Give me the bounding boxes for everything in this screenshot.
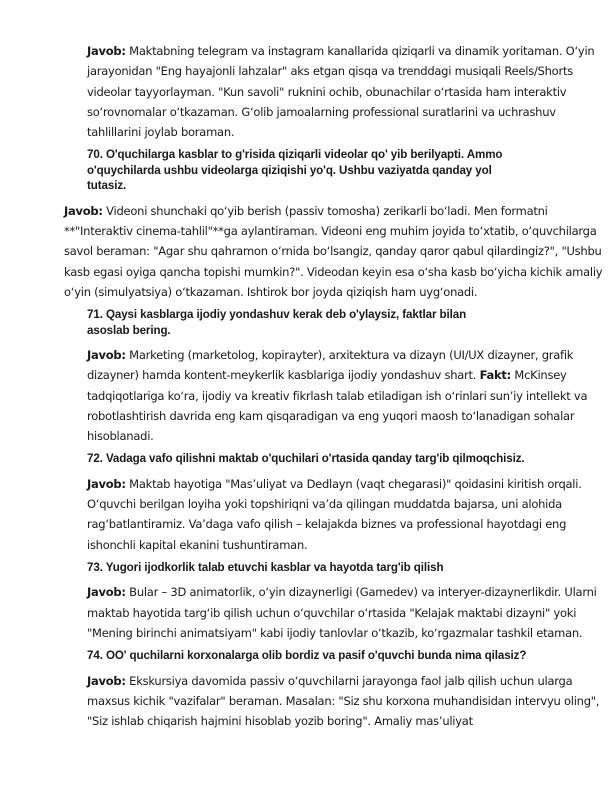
answer-label: Javob: bbox=[64, 203, 103, 218]
answer-text: Bular – 3D animatorlik, o‘yin dizaynerligi (Gamedev) va interyer-dizaynerlikdir. Ularni maktab hayotida targ‘ib qilish uchun o‘quvchilar o‘rtasida "Kelajak maktabi dizayni" yoki "Mening birinchi animatsiyam" kabi ijodiy tanlovlar o‘tkazib, ko‘rgazmalar tashkil etaman. bbox=[87, 585, 597, 641]
answer-text: Ekskursiya davomida passiv o‘quvchilarni jarayonga faol jalb qilish uchun ularga maxsus kichik "vazifalar" beraman. Masalan: "Siz shu korxona muhandisidan intervyu oling", "Siz ishlab chiqarish hajmini hisoblab yozib boring". Amaliy mas’uliyat bbox=[87, 673, 600, 729]
answer-label: Javob: bbox=[87, 44, 126, 58]
fact-text: McKinsey tadqiqotlariga ko‘ra, ijodiy va kreativ fikrlash talab etiladigan ish o‘rinlari sun’iy intellekt va robotlashtirish davrida eng kam qisqaradigan va eng yuqori maosh to‘lanadigan sohalar hisoblanadi. bbox=[87, 368, 588, 444]
question-72: 72. Vadaga vafo qilishni maktab o'quchilari o'rtasida qanday targ'ib qilmoqchisiz. bbox=[87, 452, 525, 466]
answer-text: Videoni shunchaki qo‘yib berish (passiv tomosha) zerikarli bo‘ladi. Men formatni **"Interaktiv cinema-tahlil"**ga aylantiraman. Videoni eng muhim joyida to‘xtatib, o‘quvchilarga savol beraman: "Agar shu qahramon o‘rnida bo‘lsangiz, qanday qaror qabul qilardingiz?", "Ushbu kasb egasi oyiga qancha topishi mumkin?". Videodan keyin esa o‘sha kasb bo‘yicha kichik amaliy o‘yin (simulyatsiya) o‘tkazaman. Ishtirok bor joyda qiziqish ham uyg‘onadi. bbox=[64, 203, 603, 299]
answer-74 bbox=[87, 671, 606, 732]
answer-71 bbox=[87, 345, 606, 446]
question-71: 71. Qaysi kasblarga ijodiy yondashuv kerak deb o'ylaysiz, faktlar bilan asoslab bering. bbox=[87, 308, 467, 337]
answer-label: Javob: bbox=[87, 348, 126, 362]
answer-label: Javob: bbox=[87, 673, 126, 688]
answer-72 bbox=[87, 474, 606, 555]
question-70: 70. O'quchilarga kasblar to g'risida qiziqarli videolar qo' yib berilyapti. Ammo o'quychilarda ushbu videolarga qiziqishi yo'q. Ushbu vaziyatda qanday yol tutasiz. bbox=[87, 148, 503, 193]
fact-label: Fakt: bbox=[479, 368, 512, 383]
answer-text: Maktab hayotiga "Mas’uliyat va Dedlayn (vaqt chegarasi)" qoidasini kiritish orqali. O‘quvchi berilgan loyiha yoki topshiriqni va’da qilingan muddatda bajarsa, uni alohida rag‘batlantiramiz. Va’daga vafo qilish – kelajakda biznes va professional hayotdagi eng ishonchli kapital ekanini tushuntiraman. bbox=[87, 476, 582, 552]
answer-text: Marketing (marketolog, kopirayter), arxitektura va dizayn (UI/UX dizayner, grafik dizayner) hamda kontent-meykerlik kasblariga ijodiy yondashuv shart. bbox=[87, 348, 574, 383]
question-74: 74. OO' quchilarni korxonalarga olib bordiz va pasif o'quvchi bunda nima qilasiz? bbox=[87, 649, 527, 663]
answer-label: Javob: bbox=[87, 585, 126, 600]
answer-73 bbox=[87, 582, 606, 643]
question-73: 73. Yugori ijodkorlik talab etuvchi kasblar va hayotda targ'ib qilish bbox=[87, 561, 444, 575]
answer-text: Maktabning telegram va instagram kanallarida qiziqarli va dinamik yoritaman. O‘yin jarayonidan "Eng hayajonli lahzalar" aks etgan qisqa va trenddagi musiqali Reels/Shorts videolar tayyorlayman. "Kun savoli" ruknini ochib, obunachilar o‘rtasida ham interaktiv so‘rovnomalar o‘tkazaman. G‘olib jamoalarning professional suratlarini va uchrashuv tahlillarini joylab boraman. bbox=[87, 44, 595, 140]
answer-70 bbox=[64, 201, 606, 302]
answer-label: Javob: bbox=[87, 476, 126, 491]
answer-69 bbox=[87, 41, 606, 142]
